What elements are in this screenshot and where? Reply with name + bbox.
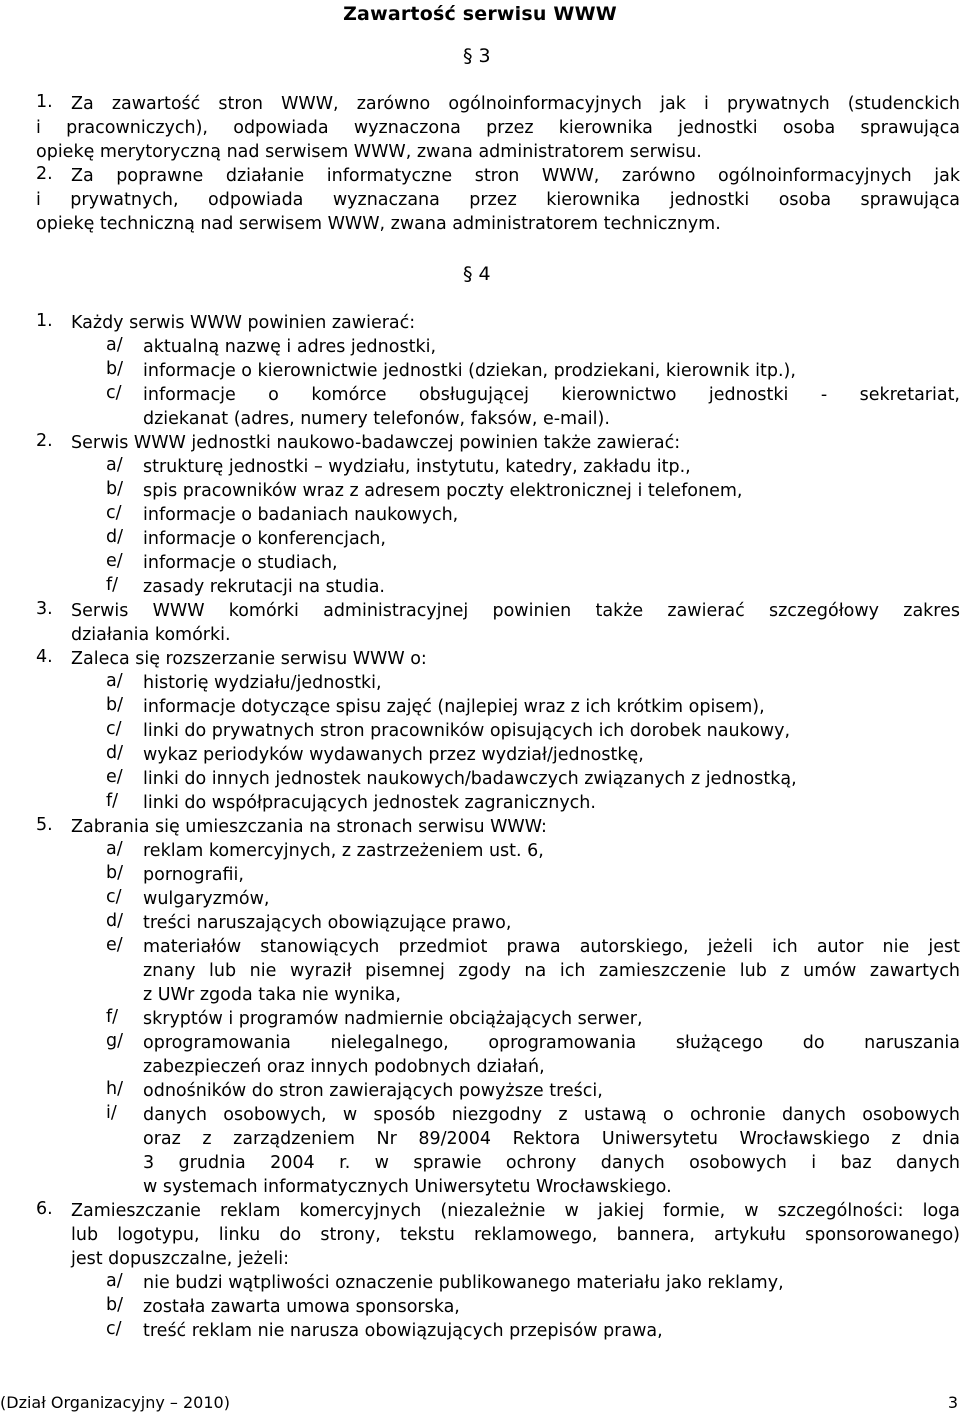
point-number: 5. — [36, 815, 53, 835]
item-label: b/ — [106, 359, 124, 379]
item-label: a/ — [106, 1271, 123, 1291]
item-label: c/ — [106, 503, 122, 523]
paragraph-line: Za zawartość stron WWW, zarówno ogólnoinformacyjnych jak i prywatnych (studenckich — [71, 94, 960, 114]
point-intro-line: działania komórki. — [71, 625, 231, 645]
item-label: h/ — [106, 1079, 123, 1099]
item-text-line: informacje o kierownictwie jednostki (dziekan, prodziekani, kierownik itp.), — [143, 361, 796, 381]
paragraph-line: i pracowniczych), odpowiada wyznaczona przez kierownika jednostki osoba sprawująca — [36, 118, 960, 138]
item-text-line: strukturę jednostki – wydziału, instytutu, katedry, zakładu itp., — [143, 457, 691, 477]
paragraph-line: i prywatnych, odpowiada wyznaczana przez kierownika jednostki osoba sprawująca — [36, 190, 960, 210]
item-text-line: została zawarta umowa sponsorska, — [143, 1297, 460, 1317]
item-label: f/ — [106, 575, 119, 595]
point-intro-line: lub logotypu, linku do strony, tekstu reklamowego, bannera, artykułu sponsorowanego) — [71, 1225, 960, 1245]
item-text-line: danych osobowych, w sposób niezgodny z ustawą o ochronie danych osobowych — [143, 1105, 960, 1125]
item-text-line: materiałów stanowiących przedmiot prawa autorskiego, jeżeli ich autor nie jest — [143, 937, 960, 957]
item-label: a/ — [106, 671, 123, 691]
item-text-line: skryptów i programów nadmiernie obciążających serwer, — [143, 1009, 643, 1029]
item-text-line: historię wydziału/jednostki, — [143, 673, 382, 693]
point-number: 6. — [36, 1199, 53, 1219]
point-intro-line: Serwis WWW jednostki naukowo-badawczej powinien także zawierać: — [71, 433, 681, 453]
item-text-line: zabezpieczeń oraz innych podobnych działań, — [143, 1057, 545, 1077]
item-text-line: treści naruszających obowiązujące prawo, — [143, 913, 512, 933]
point-intro-line: Każdy serwis WWW powinien zawierać: — [71, 313, 416, 333]
section-mark: § 3 — [463, 45, 491, 67]
item-text-line: linki do innych jednostek naukowych/badawczych związanych z jednostką, — [143, 769, 797, 789]
point-intro-line: Zabrania się umieszczania na stronach serwisu WWW: — [71, 817, 547, 837]
item-text-line: informacje o studiach, — [143, 553, 338, 573]
item-label: a/ — [106, 839, 123, 859]
item-text-line: informacje o konferencjach, — [143, 529, 386, 549]
item-label: c/ — [106, 1319, 122, 1339]
item-text-line: dziekanat (adres, numery telefonów, faksów, e-mail). — [143, 409, 610, 429]
item-label: b/ — [106, 695, 124, 715]
item-label: e/ — [106, 767, 123, 787]
item-text-line: z UWr zgoda taka nie wynika, — [143, 985, 401, 1005]
item-label: d/ — [106, 527, 124, 547]
point-number: 2. — [36, 431, 53, 451]
item-text-line: informacje o badaniach naukowych, — [143, 505, 459, 525]
item-label: b/ — [106, 1295, 124, 1315]
item-text-line: odnośników do stron zawierających powyższe treści, — [143, 1081, 603, 1101]
page-title: Zawartość serwisu WWW — [343, 3, 617, 25]
section-mark: § 4 — [463, 263, 491, 285]
item-label: f/ — [106, 1007, 119, 1027]
item-label: c/ — [106, 887, 122, 907]
item-label: e/ — [106, 935, 123, 955]
item-label: f/ — [106, 791, 119, 811]
item-text-line: 3 grudnia 2004 r. w sprawie ochrony danych osobowych i baz danych — [143, 1153, 960, 1173]
point-intro-line: Zamieszczanie reklam komercyjnych (niezależnie w jakiej formie, w szczególności: loga — [71, 1201, 960, 1221]
item-label: a/ — [106, 335, 123, 355]
footer-page-number: 3 — [947, 1393, 958, 1412]
item-text-line: znany lub nie wyraził pisemnej zgody na ich zamieszczenie lub z umów zawartych — [143, 961, 960, 981]
item-label: b/ — [106, 863, 124, 883]
item-label: d/ — [106, 743, 124, 763]
item-text-line: reklam komercyjnych, z zastrzeżeniem ust. 6, — [143, 841, 544, 861]
item-text-line: wulgaryzmów, — [143, 889, 270, 909]
item-text-line: oprogramowania nielegalnego, oprogramowania służącego do naruszania — [143, 1033, 960, 1053]
paragraph-line: opiekę merytoryczną nad serwisem WWW, zwana administratorem serwisu. — [36, 142, 702, 162]
item-text-line: nie budzi wątpliwości oznaczenie publikowanego materiału jako reklamy, — [143, 1273, 784, 1293]
point-number: 1. — [36, 92, 53, 112]
item-text-line: informacje o komórce obsługującej kierownictwo jednostki - sekretariat, — [143, 385, 960, 405]
item-label: a/ — [106, 455, 123, 475]
item-text-line: informacje dotyczące spisu zajęć (najlepiej wraz z ich krótkim opisem), — [143, 697, 765, 717]
item-label: i/ — [106, 1103, 117, 1123]
point-intro-line: jest dopuszczalne, jeżeli: — [71, 1249, 290, 1269]
point-number: 4. — [36, 647, 53, 667]
paragraph-line: Za poprawne działanie informatyczne stron WWW, zarówno ogólnoinformacyjnych jak — [71, 166, 960, 186]
point-number: 1. — [36, 311, 53, 331]
item-text-line: wykaz periodyków wydawanych przez wydział/jednostkę, — [143, 745, 644, 765]
item-label: c/ — [106, 383, 122, 403]
point-intro-line: Zaleca się rozszerzanie serwisu WWW o: — [71, 649, 427, 669]
item-text-line: spis pracowników wraz z adresem poczty elektronicznej i telefonem, — [143, 481, 743, 501]
item-text-line: linki do współpracujących jednostek zagranicznych. — [143, 793, 596, 813]
item-label: d/ — [106, 911, 124, 931]
item-text-line: zasady rekrutacji na studia. — [143, 577, 385, 597]
footer-left: (Dział Organizacyjny – 2010) — [0, 1393, 230, 1412]
point-number: 3. — [36, 599, 53, 619]
item-text-line: linki do prywatnych stron pracowników opisujących ich dorobek naukowy, — [143, 721, 791, 741]
item-label: c/ — [106, 719, 122, 739]
item-text-line: treść reklam nie narusza obowiązujących przepisów prawa, — [143, 1321, 663, 1341]
point-number: 2. — [36, 164, 53, 184]
item-label: b/ — [106, 479, 124, 499]
item-text-line: oraz z zarządzeniem Nr 89/2004 Rektora Uniwersytetu Wrocławskiego z dnia — [143, 1129, 960, 1149]
item-text-line: w systemach informatycznych Uniwersytetu Wrocławskiego. — [143, 1177, 672, 1197]
point-intro-line: Serwis WWW komórki administracyjnej powinien także zawierać szczegółowy zakres — [71, 601, 960, 621]
item-label: e/ — [106, 551, 123, 571]
item-label: g/ — [106, 1031, 124, 1051]
item-text-line: aktualną nazwę i adres jednostki, — [143, 337, 437, 357]
item-text-line: pornografii, — [143, 865, 244, 885]
paragraph-line: opiekę techniczną nad serwisem WWW, zwana administratorem technicznym. — [36, 214, 721, 234]
